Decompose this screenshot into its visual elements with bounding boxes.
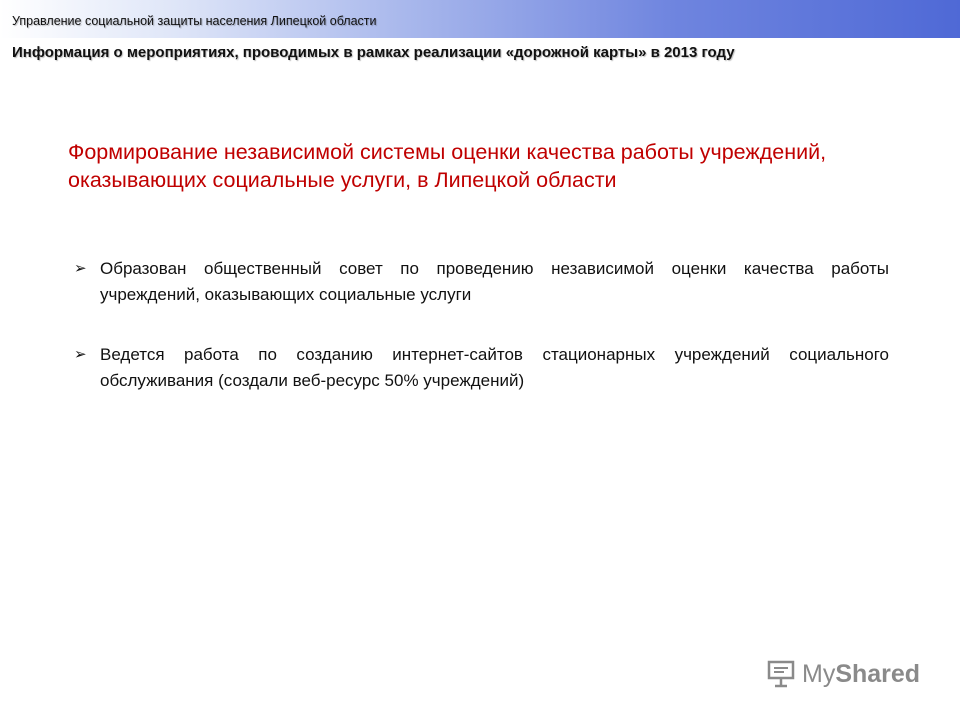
logo-text-my: My	[802, 659, 836, 688]
myshared-logo	[766, 656, 920, 692]
arrow-bullet-icon: ➢	[74, 346, 87, 363]
organization-name: Управление социальной защиты населения Липецкой области	[12, 14, 377, 28]
arrow-bullet-icon: ➢	[74, 260, 87, 277]
list-item	[74, 342, 889, 394]
list-item	[74, 256, 889, 308]
section-heading: Формирование независимой системы оценки качества работы учреждений, оказывающих социальные услуги, в Липецкой области	[68, 140, 827, 192]
bullet-list	[74, 256, 889, 428]
bullet-text: Ведется работа по созданию интернет-сайтов стационарных учреждений социального обслуживания (создали веб-ресурс 50% учреждений)	[100, 345, 889, 390]
logo-text-shared: Shared	[835, 659, 921, 688]
presentation-board-icon	[766, 659, 796, 689]
bullet-text: Образован общественный совет по проведению независимой оценки качества работы учреждений, оказывающих социальные услуги	[100, 259, 889, 304]
slide-title: Информация о мероприятиях, проводимых в рамках реализации «дорожной карты» в 2013 году	[12, 44, 735, 61]
